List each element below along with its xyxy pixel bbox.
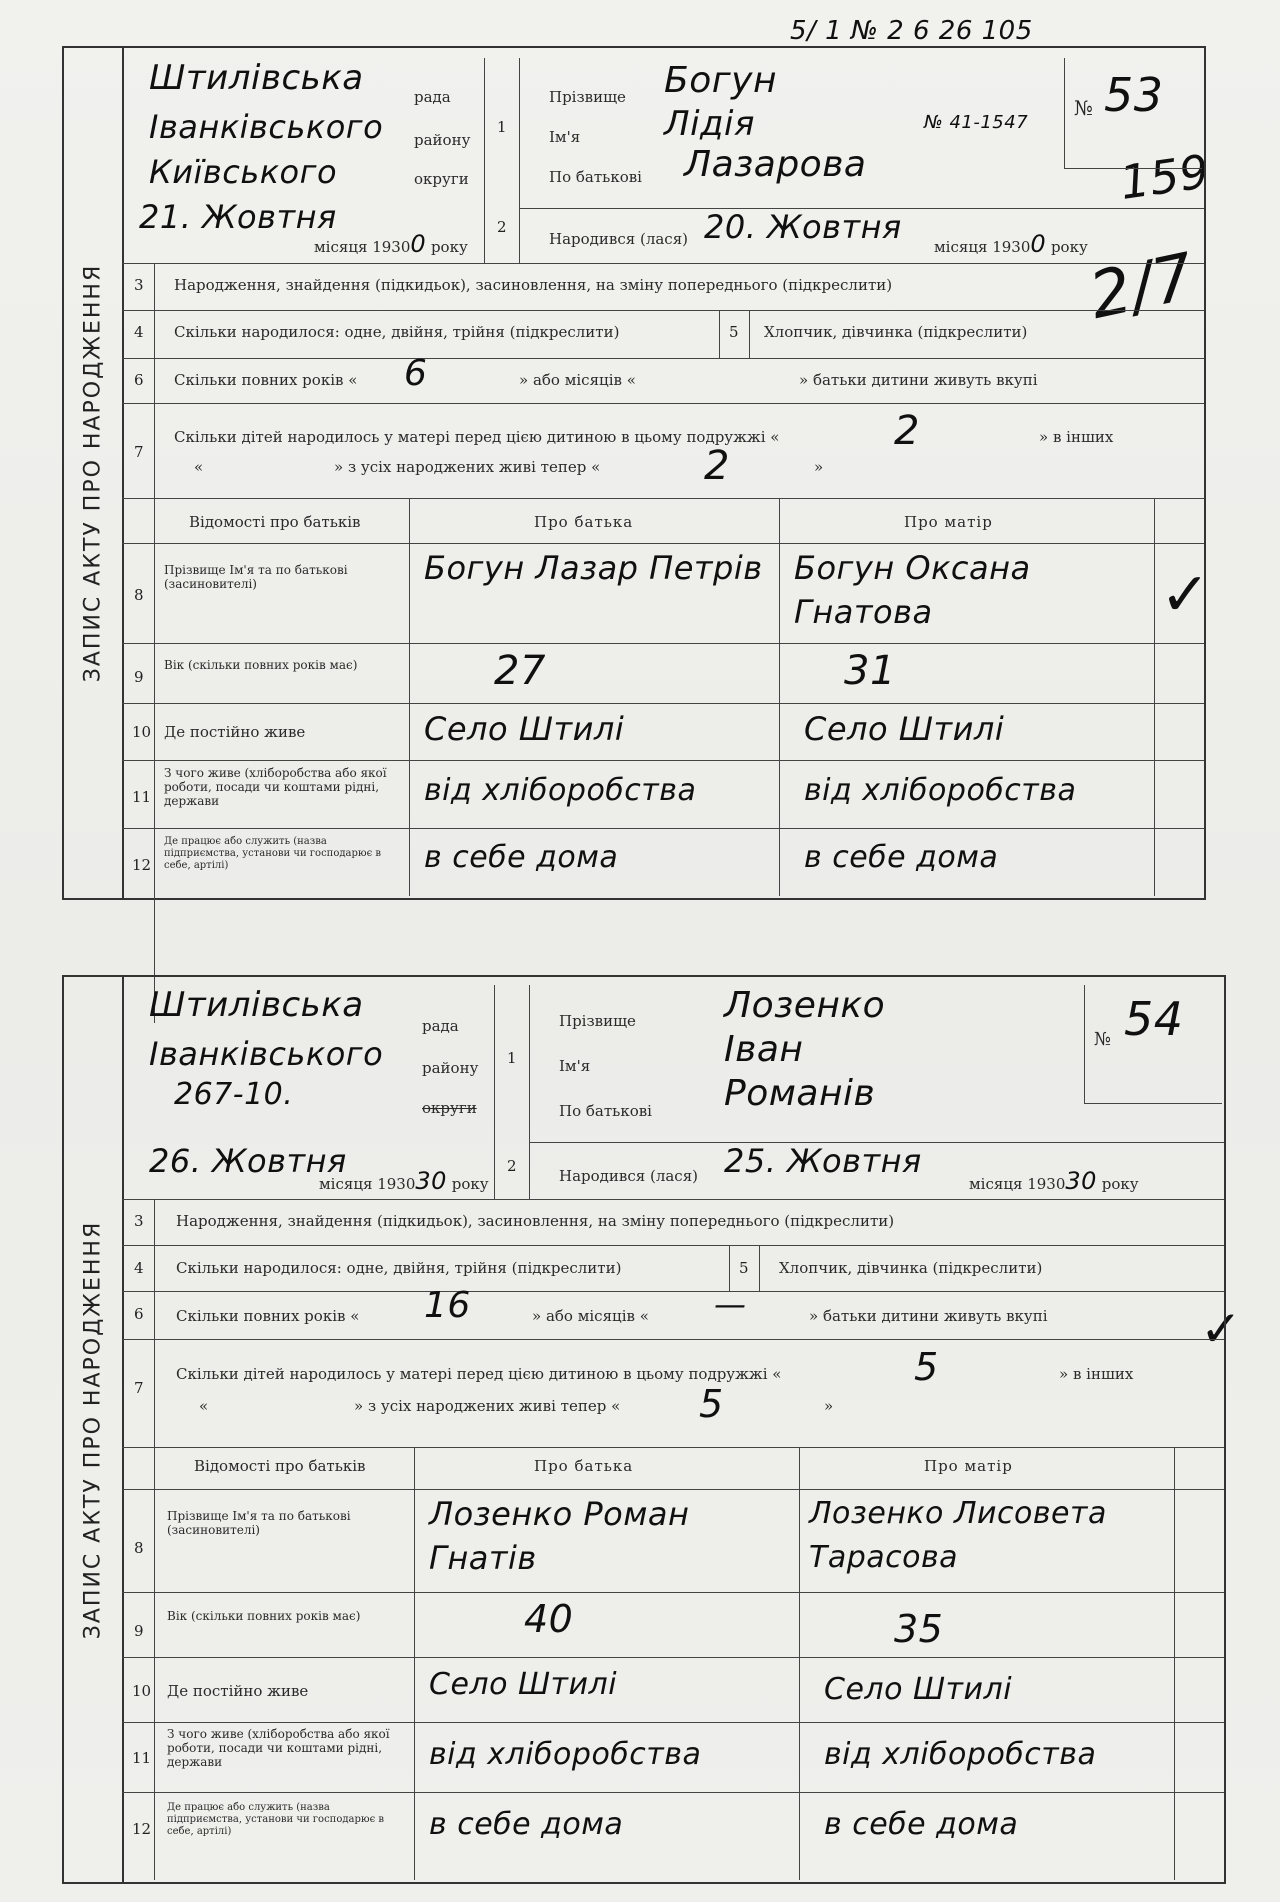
row4-text: Скільки народилося: одне, двійня, трійня (підкреслити)	[174, 323, 620, 341]
mother-header-2: Про матір	[924, 1457, 1013, 1475]
row8-label-2: Прізвище Ім'я та по батькові (засиновителі)	[167, 1509, 351, 1537]
born-label-2: Народився (лася)	[559, 1167, 699, 1185]
row10-label-2: Де постійно живе	[167, 1682, 309, 1700]
children-before: 2	[894, 408, 920, 454]
mother-work: в себе дома	[804, 840, 999, 875]
rayon-value: Іванківського	[149, 108, 384, 146]
rayon-label: району	[414, 131, 471, 149]
row7-open-quote-2: «	[199, 1397, 209, 1415]
registration-month-label: місяця 1930	[314, 238, 411, 256]
child-surname-label-2: Прізвище	[559, 1012, 636, 1030]
row12-label-2: Де працює або служить (назва підприємства, установи чи господарює в себе, артілі)	[167, 1802, 384, 1837]
child-name-label: Ім'я	[549, 128, 581, 146]
months-together-2: —	[714, 1285, 747, 1323]
check-mark-2: ✓	[1200, 1300, 1242, 1358]
row6-years-label-2: Скільки повних років «	[176, 1307, 360, 1325]
record-number-2: 54	[1124, 992, 1184, 1046]
father-livelihood: від хліборобства	[424, 773, 697, 808]
row5-text-2: Хлопчик, дівчинка (підкреслити)	[779, 1259, 1043, 1277]
father-name: Богун Лазар Петрів	[424, 549, 763, 587]
rada-value-2: Штилівська	[149, 985, 364, 1025]
registration-date: 21. Жовтня	[139, 198, 337, 236]
children-before-2: 5	[914, 1345, 939, 1389]
birth-year-label-2: року	[1101, 1175, 1139, 1193]
father-age-2: 40	[524, 1597, 574, 1641]
rayon-value-2: Іванківського	[149, 1035, 384, 1073]
reference-note: № 41-1547	[924, 112, 1029, 133]
row6-end-label-2: » батьки дитини живуть вкупі	[809, 1307, 1048, 1325]
row6-end-label: » батьки дитини живуть вкупі	[799, 371, 1038, 389]
mother-name: Богун Оксана Гнатова	[794, 549, 1031, 631]
rada-label-2: рада	[422, 1017, 459, 1035]
row7-open-quote: «	[194, 458, 204, 476]
mother-age: 31	[844, 648, 896, 694]
row7-others-label: » в інших	[1039, 428, 1114, 446]
registration-year-label: року	[430, 238, 468, 256]
rayon-label-2: району	[422, 1059, 479, 1077]
parents-info-header: Відомості про батьків	[189, 513, 361, 531]
row7-close-quote: »	[814, 458, 824, 476]
registration-year-suffix: 0	[410, 230, 427, 258]
father-work-2: в себе дома	[429, 1807, 624, 1842]
record-number-label-2: №	[1094, 1029, 1112, 1050]
children-alive: 2	[704, 443, 730, 489]
rada-value: Штилівська	[149, 58, 364, 98]
top-note: 5/ 1 № 2 6 26 105	[790, 16, 1033, 46]
born-label: Народився (лася)	[549, 230, 689, 248]
child-patronymic: Лазарова	[684, 144, 867, 185]
child-surname-2: Лозенко	[724, 985, 886, 1026]
row6-years-label: Скільки повних років «	[174, 371, 358, 389]
child-name: Лідія	[664, 104, 755, 144]
father-header-2: Про батька	[534, 1457, 634, 1475]
registration-date-2: 26. Жовтня	[149, 1142, 347, 1180]
row11-label-2: З чого живе (хліборобства або якої роботи, посади чи коштами рідні, держави	[167, 1727, 390, 1769]
row7-before-label: Скільки дітей народилось у матері перед цією дитиною в цьому подружжі «	[174, 428, 780, 446]
okrug-value: Київського	[149, 153, 338, 191]
birth-month-label-2: місяця 1930	[969, 1175, 1066, 1193]
mother-residence: Село Штилі	[804, 710, 1005, 748]
record-number-label: №	[1074, 96, 1093, 120]
record-side-title-2: ЗАПИС АКТУ ПРО НАРОДЖЕННЯ	[64, 977, 124, 1882]
parents-info-header-2: Відомості про батьків	[194, 1457, 366, 1475]
father-residence: Село Штилі	[424, 710, 625, 748]
row11-label: З чого живе (хліборобства або якої роботи, посади чи коштами рідні, держави	[164, 766, 387, 808]
child-patronymic-label-2: По батькові	[559, 1102, 652, 1120]
margin-note-fraction: 2/7	[1083, 239, 1202, 335]
record-side-title: ЗАПИС АКТУ ПРО НАРОДЖЕННЯ	[64, 48, 124, 898]
row6-months-label-2: » або місяців «	[532, 1307, 649, 1325]
father-residence-2: Село Штилі	[429, 1667, 618, 1702]
birth-year-suffix: 0	[1030, 230, 1047, 258]
father-livelihood-2: від хліборобства	[429, 1737, 702, 1772]
birth-record-2: ЗАПИС АКТУ ПРО НАРОДЖЕННЯ Штилівська рада Іванківського району 267-10. округи 26. Жовтня місяця 193030 року 1 2 Прізвище Лозенко Ім'я Іван По батькові Романів Народився (лася) 25. Жовтня місяця 193030 року № 54 3 Народження, знайдення (підкидьок), засиновлення, на зміну попереднього (підкреслити) 4 Скільки народилося: одне, двійня, трійня (підкреслити) 5 Хлопчик, дівчинка (підкреслити) 6 Скільки повних років « 16 » або місяців « — » батьки дитини живуть вкупі 7 Скільки дітей народилось у матері перед цією дитиною в цьому подружжі « 5 » в інших « » з усіх народжених живі тепер « 5 » Відомості про батьків Про батька Про матір 8 Прізвище Ім'я та по батькові (засиновителі) Лозенко Роман Гнатів Лозенко Лисовета Тарасова 9 Вік (скільки повних років має) 40 35 10 Де постійно живе Село Штилі Село Штилі 11 З чого живе (хліборобства або якої роботи, посади чи коштами рідні, держави від хліборобства від хліборобства 12 Де працює або служить (назва підприємства, установи чи господарює в себе, артілі) в себе дома в себе дома	[62, 975, 1226, 1884]
row7-before-label-2: Скільки дітей народилось у матері перед цією дитиною в цьому подружжі «	[176, 1365, 782, 1383]
mother-age-2: 35	[894, 1607, 944, 1651]
birth-date-2: 25. Жовтня	[724, 1142, 922, 1180]
row3-text: Народження, знайдення (підкидьок), засиновлення, на зміну попереднього (підкреслити)	[174, 276, 893, 294]
row7-others-label-2: » в інших	[1059, 1365, 1134, 1383]
row3-text-2: Народження, знайдення (підкидьок), засиновлення, на зміну попереднього (підкреслити)	[176, 1212, 895, 1230]
row10-label: Де постійно живе	[164, 723, 306, 741]
row5-text: Хлопчик, дівчинка (підкреслити)	[764, 323, 1028, 341]
row7-close-quote-2: »	[824, 1397, 834, 1415]
record-number: 53	[1104, 68, 1164, 122]
row9-label-2: Вік (скільки повних років має)	[167, 1609, 361, 1623]
mother-header: Про матір	[904, 513, 993, 531]
birth-record-1: ЗАПИС АКТУ ПРО НАРОДЖЕННЯ Штилівська рада Іванківського району Київського округи 21. Жовтня місяця 19300 року 1 2 Прізвище Богун Ім'я Лідія № 41-1547 По батькові Лазарова Народився (лася) 20. Жовтня місяця 19300 року № 53 3 Народження, знайдення (підкидьок), засиновлення, на зміну попереднього (підкреслити) 4 Скільки народилося: одне, двійня, трійня (підкреслити) 5 Хлопчик, дівчинка (підкреслити) 6 Скільки повних років « 6 » або місяців « » батьки дитини живуть вкупі 7 Скільки дітей народилось у матері перед цією дитиною в цьому подружжі « 2 » в інших « » з усіх народжених живі тепер « 2 » Відомості про батьків Про батька Про матір 8 Прізвище Ім'я та по батькові (засиновителі) Богун Лазар Петрів Богун Оксана Гнатова 9 Вік (скільки повних років має) 27 31 10 Де постійно живе Село Штилі Село Штилі 11 З чого живе (хліборобства або якої роботи, посади чи коштами рідні, держави від хліборобства від хліборобства 12 Де працює або служить (назва підприємства, установи чи господарює в себе, артілі) в себе дома в себе дома	[62, 46, 1206, 900]
years-together-2: 16	[424, 1285, 471, 1326]
child-name-2: Іван	[724, 1029, 804, 1070]
row7-alive-label: » з усіх народжених живі тепер «	[334, 458, 601, 476]
birth-year-suffix-2: 30	[1065, 1167, 1097, 1195]
okrug-label: округи	[414, 170, 469, 188]
registration-year-suffix-2: 30	[415, 1167, 447, 1195]
row12-label: Де працює або служить (назва підприємства, установи чи господарює в себе, артілі)	[164, 836, 381, 871]
row7-alive-label-2: » з усіх народжених живі тепер «	[354, 1397, 621, 1415]
birth-year-label: року	[1050, 238, 1088, 256]
child-surname: Богун	[664, 60, 777, 101]
okrug-value-2: 267-10.	[174, 1077, 294, 1112]
row9-label: Вік (скільки повних років має)	[164, 658, 358, 672]
registration-year-label-2: року	[451, 1175, 489, 1193]
father-work: в себе дома	[424, 840, 619, 875]
father-age: 27	[494, 648, 546, 694]
registration-month-label-2: місяця 1930	[319, 1175, 416, 1193]
birth-month-label: місяця 1930	[934, 238, 1031, 256]
father-header: Про батька	[534, 513, 634, 531]
child-name-label-2: Ім'я	[559, 1057, 591, 1075]
years-together: 6	[404, 353, 428, 394]
margin-note-number: 159	[1116, 144, 1213, 210]
row8-label: Прізвище Ім'я та по батькові (засиновителі)	[164, 563, 348, 591]
mother-work-2: в себе дома	[824, 1807, 1019, 1842]
mother-residence-2: Село Штилі	[824, 1672, 1013, 1707]
father-name-2: Лозенко Роман Гнатів	[429, 1495, 690, 1577]
child-surname-label: Прізвище	[549, 88, 626, 106]
rada-label: рада	[414, 88, 451, 106]
check-mark: ✓	[1160, 560, 1211, 630]
okrug-label-2: округи	[422, 1099, 477, 1117]
birth-date: 20. Жовтня	[704, 208, 902, 246]
mother-livelihood: від хліборобства	[804, 773, 1077, 808]
child-patronymic-label: По батькові	[549, 168, 642, 186]
row6-months-label: » або місяців «	[519, 371, 636, 389]
mother-livelihood-2: від хліборобства	[824, 1737, 1097, 1772]
child-patronymic-2: Романів	[724, 1073, 876, 1114]
row4-text-2: Скільки народилося: одне, двійня, трійня (підкреслити)	[176, 1259, 622, 1277]
mother-name-2: Лозенко Лисовета Тарасова	[809, 1496, 1107, 1575]
children-alive-2: 5	[699, 1382, 724, 1426]
